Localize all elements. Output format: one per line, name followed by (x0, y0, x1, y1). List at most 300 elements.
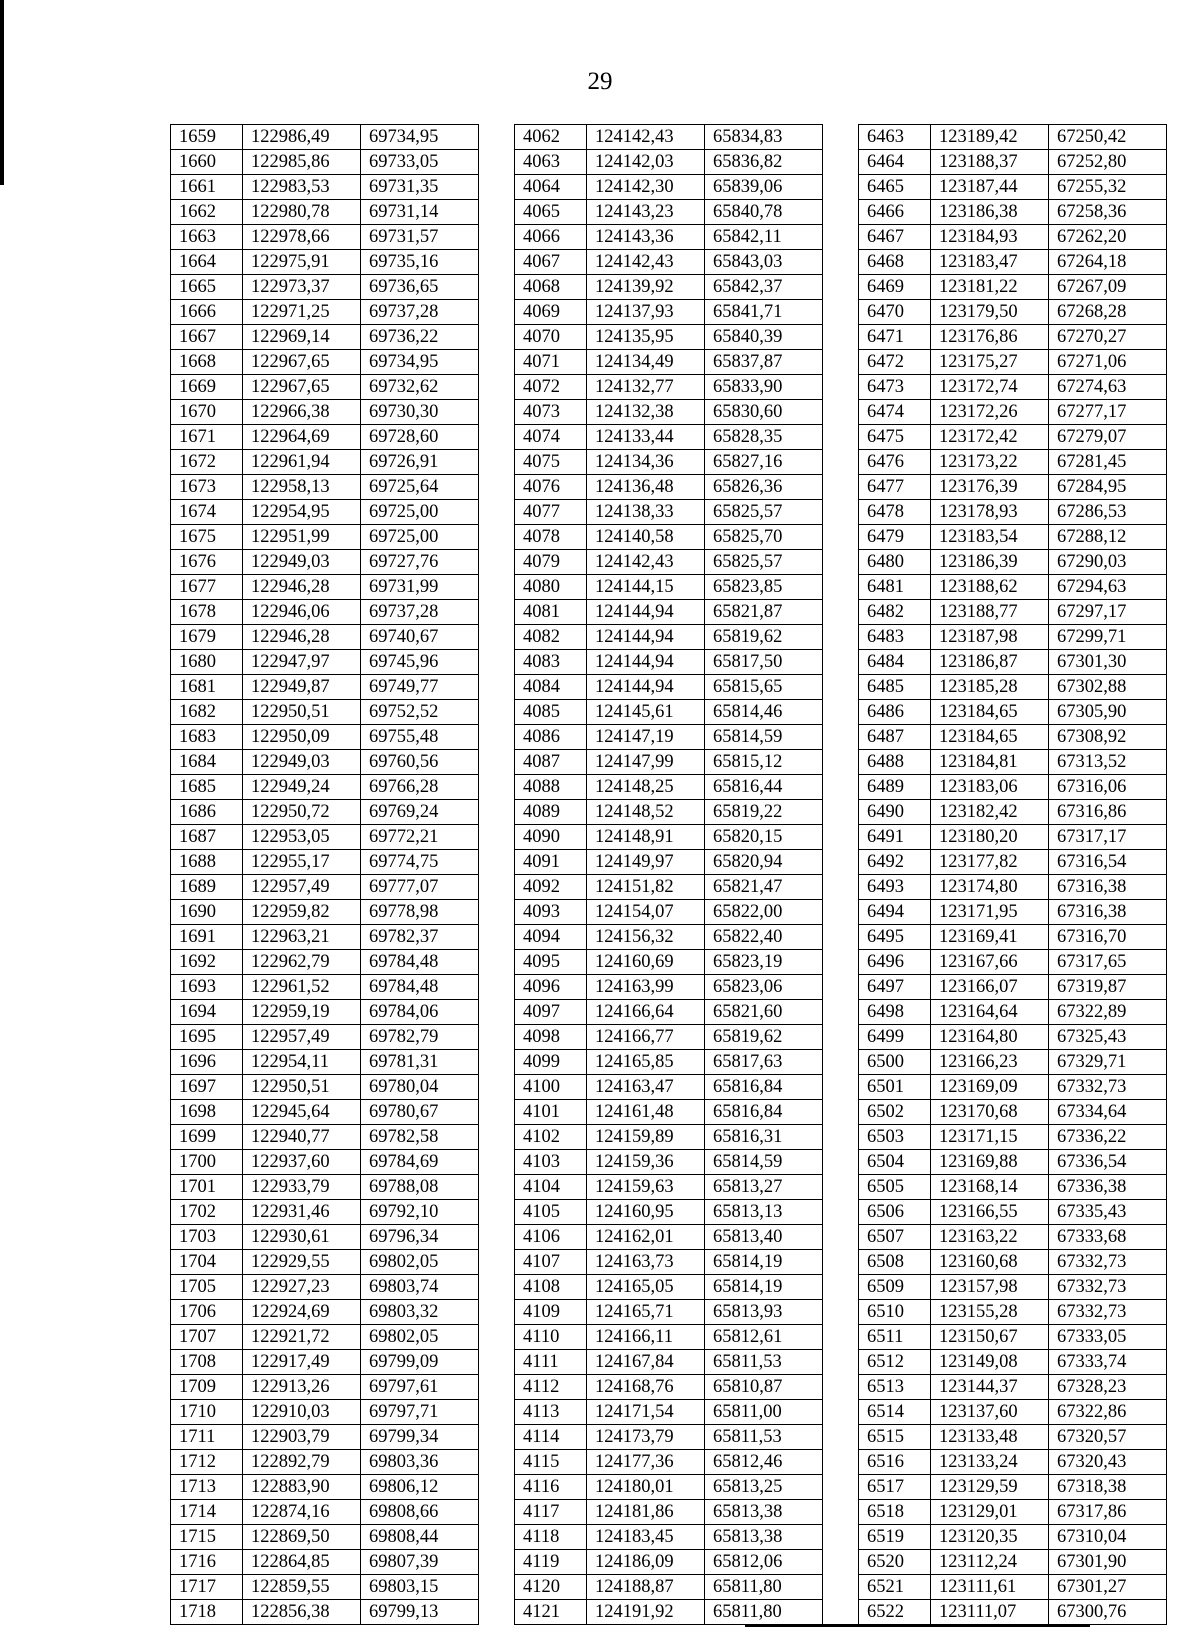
x-coordinate-cell: 122971,25 (243, 300, 361, 325)
point-number-cell: 4076 (515, 475, 587, 500)
point-number-cell: 6475 (859, 425, 931, 450)
table-row (171, 850, 1167, 875)
x-coordinate-cell: 124136,48 (587, 475, 705, 500)
x-coordinate-cell: 123188,77 (931, 600, 1049, 625)
x-coordinate-cell: 122929,55 (243, 1250, 361, 1275)
column-gap (823, 150, 859, 175)
y-coordinate-cell: 69784,48 (361, 950, 479, 975)
point-number-cell: 6494 (859, 900, 931, 925)
x-coordinate-cell: 124163,99 (587, 975, 705, 1000)
point-number-cell: 6495 (859, 925, 931, 950)
x-coordinate-cell: 123120,35 (931, 1525, 1049, 1550)
column-gap (823, 1575, 859, 1600)
y-coordinate-cell: 65826,36 (705, 475, 823, 500)
column-gap (479, 800, 515, 825)
point-number-cell: 4089 (515, 800, 587, 825)
y-coordinate-cell: 67336,54 (1049, 1150, 1167, 1175)
x-coordinate-cell: 123169,09 (931, 1075, 1049, 1100)
x-coordinate-cell: 122978,66 (243, 225, 361, 250)
x-coordinate-cell: 122917,49 (243, 1350, 361, 1375)
x-coordinate-cell: 122924,69 (243, 1300, 361, 1325)
point-number-cell: 6493 (859, 875, 931, 900)
point-number-cell: 1715 (171, 1525, 243, 1550)
y-coordinate-cell: 67299,71 (1049, 625, 1167, 650)
point-number-cell: 6487 (859, 725, 931, 750)
x-coordinate-cell: 122921,72 (243, 1325, 361, 1350)
y-coordinate-cell: 65811,80 (705, 1600, 823, 1625)
point-number-cell: 6464 (859, 150, 931, 175)
table-row (171, 875, 1167, 900)
x-coordinate-cell: 124144,94 (587, 600, 705, 625)
point-number-cell: 1708 (171, 1350, 243, 1375)
x-coordinate-cell: 123175,27 (931, 350, 1049, 375)
y-coordinate-cell: 67313,52 (1049, 750, 1167, 775)
point-number-cell: 6500 (859, 1050, 931, 1075)
point-number-cell: 1703 (171, 1225, 243, 1250)
column-gap (479, 375, 515, 400)
y-coordinate-cell: 65813,38 (705, 1500, 823, 1525)
table-row (171, 675, 1167, 700)
column-gap (823, 625, 859, 650)
point-number-cell: 6512 (859, 1350, 931, 1375)
y-coordinate-cell: 69777,07 (361, 875, 479, 900)
column-gap (823, 1350, 859, 1375)
table-row (171, 775, 1167, 800)
y-coordinate-cell: 65820,15 (705, 825, 823, 850)
x-coordinate-cell: 123172,26 (931, 400, 1049, 425)
y-coordinate-cell: 65823,19 (705, 950, 823, 975)
table-row (171, 1600, 1167, 1625)
x-coordinate-cell: 123177,82 (931, 850, 1049, 875)
point-number-cell: 4072 (515, 375, 587, 400)
coordinates-table (170, 124, 1167, 1625)
y-coordinate-cell: 65810,87 (705, 1375, 823, 1400)
column-gap (823, 1125, 859, 1150)
y-coordinate-cell: 65842,11 (705, 225, 823, 250)
point-number-cell: 4093 (515, 900, 587, 925)
y-coordinate-cell: 69731,35 (361, 175, 479, 200)
y-coordinate-cell: 69769,24 (361, 800, 479, 825)
point-number-cell: 4085 (515, 700, 587, 725)
point-number-cell: 4068 (515, 275, 587, 300)
point-number-cell: 1666 (171, 300, 243, 325)
x-coordinate-cell: 124165,71 (587, 1300, 705, 1325)
y-coordinate-cell: 65821,47 (705, 875, 823, 900)
point-number-cell: 6473 (859, 375, 931, 400)
x-coordinate-cell: 122964,69 (243, 425, 361, 450)
table-row (171, 600, 1167, 625)
y-coordinate-cell: 69731,99 (361, 575, 479, 600)
x-coordinate-cell: 123174,80 (931, 875, 1049, 900)
column-gap (479, 950, 515, 975)
y-coordinate-cell: 69737,28 (361, 600, 479, 625)
x-coordinate-cell: 122983,53 (243, 175, 361, 200)
point-number-cell: 6503 (859, 1125, 931, 1150)
x-coordinate-cell: 122954,95 (243, 500, 361, 525)
x-coordinate-cell: 124161,48 (587, 1100, 705, 1125)
point-number-cell: 1684 (171, 750, 243, 775)
column-gap (823, 275, 859, 300)
y-coordinate-cell: 69797,61 (361, 1375, 479, 1400)
point-number-cell: 1707 (171, 1325, 243, 1350)
column-gap (479, 825, 515, 850)
point-number-cell: 4069 (515, 300, 587, 325)
column-gap (823, 1050, 859, 1075)
point-number-cell: 4101 (515, 1100, 587, 1125)
column-gap (479, 675, 515, 700)
y-coordinate-cell: 67317,65 (1049, 950, 1167, 975)
x-coordinate-cell: 122969,14 (243, 325, 361, 350)
coordinates-table-wrapper (170, 124, 1167, 1625)
y-coordinate-cell: 69731,14 (361, 200, 479, 225)
point-number-cell: 6489 (859, 775, 931, 800)
y-coordinate-cell: 69766,28 (361, 775, 479, 800)
y-coordinate-cell: 67274,63 (1049, 375, 1167, 400)
y-coordinate-cell: 65819,22 (705, 800, 823, 825)
point-number-cell: 4077 (515, 500, 587, 525)
point-number-cell: 4066 (515, 225, 587, 250)
x-coordinate-cell: 123188,62 (931, 575, 1049, 600)
point-number-cell: 4103 (515, 1150, 587, 1175)
point-number-cell: 6486 (859, 700, 931, 725)
x-coordinate-cell: 122959,82 (243, 900, 361, 925)
y-coordinate-cell: 67332,73 (1049, 1250, 1167, 1275)
column-gap (479, 150, 515, 175)
x-coordinate-cell: 123172,74 (931, 375, 1049, 400)
y-coordinate-cell: 69725,00 (361, 500, 479, 525)
y-coordinate-cell: 67336,22 (1049, 1125, 1167, 1150)
y-coordinate-cell: 67297,17 (1049, 600, 1167, 625)
x-coordinate-cell: 124143,23 (587, 200, 705, 225)
x-coordinate-cell: 124177,36 (587, 1450, 705, 1475)
x-coordinate-cell: 123164,64 (931, 1000, 1049, 1025)
x-coordinate-cell: 124140,58 (587, 525, 705, 550)
point-number-cell: 1688 (171, 850, 243, 875)
y-coordinate-cell: 67308,92 (1049, 725, 1167, 750)
x-coordinate-cell: 124163,73 (587, 1250, 705, 1275)
y-coordinate-cell: 65811,53 (705, 1350, 823, 1375)
column-gap (823, 1475, 859, 1500)
point-number-cell: 6505 (859, 1175, 931, 1200)
y-coordinate-cell: 67270,27 (1049, 325, 1167, 350)
y-coordinate-cell: 69803,32 (361, 1300, 479, 1325)
point-number-cell: 4078 (515, 525, 587, 550)
y-coordinate-cell: 65811,00 (705, 1400, 823, 1425)
point-number-cell: 4067 (515, 250, 587, 275)
point-number-cell: 4081 (515, 600, 587, 625)
column-gap (823, 925, 859, 950)
y-coordinate-cell: 69760,56 (361, 750, 479, 775)
table-row (171, 750, 1167, 775)
x-coordinate-cell: 122883,90 (243, 1475, 361, 1500)
y-coordinate-cell: 65814,19 (705, 1250, 823, 1275)
column-gap (823, 675, 859, 700)
x-coordinate-cell: 124142,43 (587, 125, 705, 150)
column-gap (479, 1025, 515, 1050)
point-number-cell: 1712 (171, 1450, 243, 1475)
point-number-cell: 1662 (171, 200, 243, 225)
y-coordinate-cell: 69782,58 (361, 1125, 479, 1150)
x-coordinate-cell: 123167,66 (931, 950, 1049, 975)
y-coordinate-cell: 65823,06 (705, 975, 823, 1000)
y-coordinate-cell: 69727,76 (361, 550, 479, 575)
column-gap (479, 1475, 515, 1500)
point-number-cell: 6514 (859, 1400, 931, 1425)
table-row (171, 1050, 1167, 1075)
point-number-cell: 1677 (171, 575, 243, 600)
bottom-rule (745, 1624, 1090, 1627)
x-coordinate-cell: 124145,61 (587, 700, 705, 725)
point-number-cell: 4120 (515, 1575, 587, 1600)
point-number-cell: 1667 (171, 325, 243, 350)
x-coordinate-cell: 123183,06 (931, 775, 1049, 800)
point-number-cell: 4116 (515, 1475, 587, 1500)
column-gap (479, 225, 515, 250)
x-coordinate-cell: 124191,92 (587, 1600, 705, 1625)
table-row (171, 825, 1167, 850)
column-gap (479, 1075, 515, 1100)
x-coordinate-cell: 124134,36 (587, 450, 705, 475)
page-number: 29 (587, 68, 613, 95)
x-coordinate-cell: 123171,95 (931, 900, 1049, 925)
point-number-cell: 6509 (859, 1275, 931, 1300)
x-coordinate-cell: 123186,87 (931, 650, 1049, 675)
point-number-cell: 1679 (171, 625, 243, 650)
table-row (171, 800, 1167, 825)
table-row (171, 1450, 1167, 1475)
y-coordinate-cell: 65836,82 (705, 150, 823, 175)
table-row (171, 900, 1167, 925)
y-coordinate-cell: 67316,38 (1049, 900, 1167, 925)
x-coordinate-cell: 124180,01 (587, 1475, 705, 1500)
point-number-cell: 6490 (859, 800, 931, 825)
point-number-cell: 1686 (171, 800, 243, 825)
point-number-cell: 1687 (171, 825, 243, 850)
column-gap (823, 950, 859, 975)
x-coordinate-cell: 122946,06 (243, 600, 361, 625)
point-number-cell: 1705 (171, 1275, 243, 1300)
point-number-cell: 4111 (515, 1350, 587, 1375)
y-coordinate-cell: 69728,60 (361, 425, 479, 450)
x-coordinate-cell: 123170,68 (931, 1100, 1049, 1125)
x-coordinate-cell: 124135,95 (587, 325, 705, 350)
x-coordinate-cell: 122955,17 (243, 850, 361, 875)
x-coordinate-cell: 124147,19 (587, 725, 705, 750)
column-gap (479, 1225, 515, 1250)
table-row (171, 125, 1167, 150)
x-coordinate-cell: 122950,09 (243, 725, 361, 750)
point-number-cell: 4121 (515, 1600, 587, 1625)
point-number-cell: 1675 (171, 525, 243, 550)
column-gap (479, 550, 515, 575)
point-number-cell: 6468 (859, 250, 931, 275)
y-coordinate-cell: 67262,20 (1049, 225, 1167, 250)
x-coordinate-cell: 122947,97 (243, 650, 361, 675)
column-gap (479, 1275, 515, 1300)
y-coordinate-cell: 67332,73 (1049, 1300, 1167, 1325)
y-coordinate-cell: 69806,12 (361, 1475, 479, 1500)
y-coordinate-cell: 69807,39 (361, 1550, 479, 1575)
point-number-cell: 4064 (515, 175, 587, 200)
x-coordinate-cell: 122967,65 (243, 350, 361, 375)
table-row (171, 1325, 1167, 1350)
point-number-cell: 1691 (171, 925, 243, 950)
x-coordinate-cell: 122937,60 (243, 1150, 361, 1175)
y-coordinate-cell: 69780,67 (361, 1100, 479, 1125)
column-gap (479, 1300, 515, 1325)
y-coordinate-cell: 67271,06 (1049, 350, 1167, 375)
y-coordinate-cell: 67279,07 (1049, 425, 1167, 450)
x-coordinate-cell: 122957,49 (243, 1025, 361, 1050)
point-number-cell: 4108 (515, 1275, 587, 1300)
y-coordinate-cell: 69799,13 (361, 1600, 479, 1625)
column-gap (479, 1425, 515, 1450)
point-number-cell: 6488 (859, 750, 931, 775)
column-gap (823, 1525, 859, 1550)
x-coordinate-cell: 123133,48 (931, 1425, 1049, 1450)
table-row (171, 550, 1167, 575)
table-row (171, 350, 1167, 375)
point-number-cell: 6521 (859, 1575, 931, 1600)
table-row (171, 325, 1167, 350)
column-gap (479, 1500, 515, 1525)
point-number-cell: 4070 (515, 325, 587, 350)
y-coordinate-cell: 67328,23 (1049, 1375, 1167, 1400)
point-number-cell: 1699 (171, 1125, 243, 1150)
column-gap (479, 700, 515, 725)
point-number-cell: 4090 (515, 825, 587, 850)
x-coordinate-cell: 124186,09 (587, 1550, 705, 1575)
y-coordinate-cell: 69735,16 (361, 250, 479, 275)
column-gap (823, 1000, 859, 1025)
x-coordinate-cell: 122975,91 (243, 250, 361, 275)
x-coordinate-cell: 124165,85 (587, 1050, 705, 1075)
y-coordinate-cell: 67301,27 (1049, 1575, 1167, 1600)
x-coordinate-cell: 123164,80 (931, 1025, 1049, 1050)
x-coordinate-cell: 124137,93 (587, 300, 705, 325)
point-number-cell: 1698 (171, 1100, 243, 1125)
x-coordinate-cell: 122961,52 (243, 975, 361, 1000)
y-coordinate-cell: 67290,03 (1049, 550, 1167, 575)
x-coordinate-cell: 124167,84 (587, 1350, 705, 1375)
table-row (171, 450, 1167, 475)
y-coordinate-cell: 67318,38 (1049, 1475, 1167, 1500)
column-gap (479, 500, 515, 525)
point-number-cell: 1701 (171, 1175, 243, 1200)
column-gap (823, 725, 859, 750)
point-number-cell: 4063 (515, 150, 587, 175)
point-number-cell: 4071 (515, 350, 587, 375)
y-coordinate-cell: 69803,36 (361, 1450, 479, 1475)
x-coordinate-cell: 123169,41 (931, 925, 1049, 950)
y-coordinate-cell: 65813,40 (705, 1225, 823, 1250)
point-number-cell: 4095 (515, 950, 587, 975)
y-coordinate-cell: 67267,09 (1049, 275, 1167, 300)
point-number-cell: 1696 (171, 1050, 243, 1075)
table-row (171, 400, 1167, 425)
y-coordinate-cell: 65825,57 (705, 500, 823, 525)
point-number-cell: 4079 (515, 550, 587, 575)
point-number-cell: 6520 (859, 1550, 931, 1575)
point-number-cell: 4094 (515, 925, 587, 950)
x-coordinate-cell: 122966,38 (243, 400, 361, 425)
point-number-cell: 1661 (171, 175, 243, 200)
x-coordinate-cell: 124143,36 (587, 225, 705, 250)
column-gap (823, 975, 859, 1000)
x-coordinate-cell: 123129,01 (931, 1500, 1049, 1525)
y-coordinate-cell: 67332,73 (1049, 1075, 1167, 1100)
column-gap (479, 1250, 515, 1275)
column-gap (479, 175, 515, 200)
point-number-cell: 6477 (859, 475, 931, 500)
point-number-cell: 1716 (171, 1550, 243, 1575)
point-number-cell: 6484 (859, 650, 931, 675)
point-number-cell: 1671 (171, 425, 243, 450)
x-coordinate-cell: 124183,45 (587, 1525, 705, 1550)
y-coordinate-cell: 67258,36 (1049, 200, 1167, 225)
x-coordinate-cell: 124148,52 (587, 800, 705, 825)
point-number-cell: 6516 (859, 1450, 931, 1475)
x-coordinate-cell: 122949,03 (243, 750, 361, 775)
point-number-cell: 6522 (859, 1600, 931, 1625)
y-coordinate-cell: 67268,28 (1049, 300, 1167, 325)
table-row (171, 225, 1167, 250)
x-coordinate-cell: 122950,51 (243, 700, 361, 725)
point-number-cell: 4118 (515, 1525, 587, 1550)
column-gap (479, 875, 515, 900)
y-coordinate-cell: 69726,91 (361, 450, 479, 475)
x-coordinate-cell: 122913,26 (243, 1375, 361, 1400)
y-coordinate-cell: 69731,57 (361, 225, 479, 250)
y-coordinate-cell: 69802,05 (361, 1250, 479, 1275)
x-coordinate-cell: 123181,22 (931, 275, 1049, 300)
x-coordinate-cell: 122859,55 (243, 1575, 361, 1600)
point-number-cell: 1674 (171, 500, 243, 525)
x-coordinate-cell: 123186,38 (931, 200, 1049, 225)
x-coordinate-cell: 124166,64 (587, 1000, 705, 1025)
column-gap (823, 550, 859, 575)
y-coordinate-cell: 65816,84 (705, 1075, 823, 1100)
column-gap (479, 575, 515, 600)
y-coordinate-cell: 69734,95 (361, 125, 479, 150)
column-gap (823, 700, 859, 725)
y-coordinate-cell: 65821,60 (705, 1000, 823, 1025)
y-coordinate-cell: 69732,62 (361, 375, 479, 400)
table-row (171, 1300, 1167, 1325)
y-coordinate-cell: 67310,04 (1049, 1525, 1167, 1550)
y-coordinate-cell: 69734,95 (361, 350, 479, 375)
y-coordinate-cell: 65811,80 (705, 1575, 823, 1600)
x-coordinate-cell: 123183,54 (931, 525, 1049, 550)
x-coordinate-cell: 124139,92 (587, 275, 705, 300)
x-coordinate-cell: 123184,81 (931, 750, 1049, 775)
y-coordinate-cell: 69808,66 (361, 1500, 479, 1525)
point-number-cell: 1714 (171, 1500, 243, 1525)
point-number-cell: 4114 (515, 1425, 587, 1450)
x-coordinate-cell: 123176,39 (931, 475, 1049, 500)
x-coordinate-cell: 122930,61 (243, 1225, 361, 1250)
y-coordinate-cell: 65825,57 (705, 550, 823, 575)
x-coordinate-cell: 124151,82 (587, 875, 705, 900)
column-gap (479, 650, 515, 675)
y-coordinate-cell: 69736,22 (361, 325, 479, 350)
x-coordinate-cell: 123157,98 (931, 1275, 1049, 1300)
point-number-cell: 6472 (859, 350, 931, 375)
column-gap (479, 1400, 515, 1425)
y-coordinate-cell: 67334,64 (1049, 1100, 1167, 1125)
point-number-cell: 6518 (859, 1500, 931, 1525)
column-gap (823, 1325, 859, 1350)
